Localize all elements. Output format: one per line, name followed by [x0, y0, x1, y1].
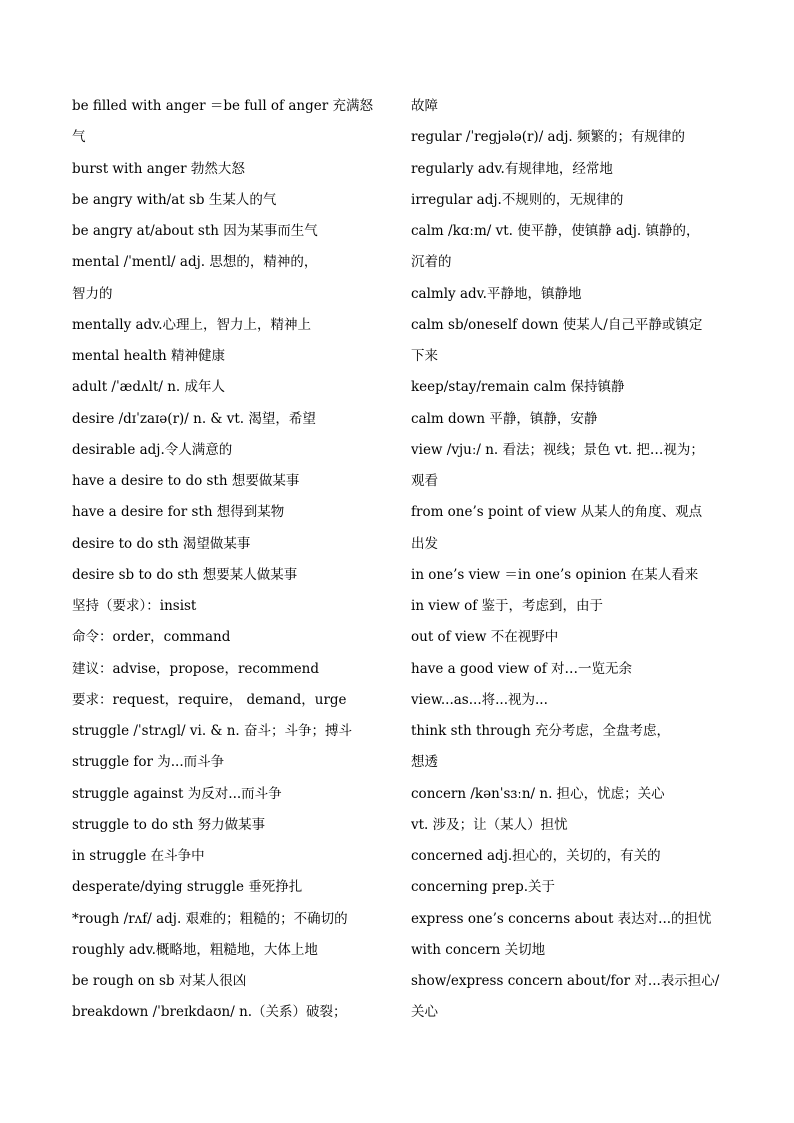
- vocab-line: express one’s concerns about 表达对...的担忧: [411, 910, 712, 927]
- vocab-line: 出发: [411, 535, 438, 552]
- vocab-line: calm /kɑːm/ vt. 使平静，使镇静 adj. 镇静的，: [411, 223, 700, 239]
- vocab-line: desirable adj.令人满意的: [72, 441, 233, 458]
- vocab-line: 建议：advise，propose，recommend: [72, 660, 320, 677]
- vocab-line: struggle to do sth 努力做某事: [72, 816, 266, 833]
- right-column: [411, 91, 741, 1029]
- vocab-line: mental health 精神健康: [72, 348, 226, 364]
- vocab-line: desire sb to do sth 想要某人做某事: [72, 566, 298, 583]
- vocab-line: 故障: [411, 98, 438, 114]
- vocab-line: struggle for 为...而斗争: [72, 754, 225, 771]
- vocab-line: 智力的: [72, 285, 113, 302]
- vocab-line: in view of 鉴于，考虑到，由于: [411, 598, 603, 614]
- vocab-line: burst with anger 勃然大怒: [72, 160, 245, 177]
- vocab-line: mental /ˈmentl/ adj. 思想的，精神的，: [72, 254, 318, 271]
- vocab-line: view...as...将...视为...: [411, 691, 548, 708]
- vocab-line: struggle /ˈstrʌgl/ vi. & n. 奋斗；斗争；搏斗: [72, 723, 352, 739]
- vocab-line: 关心: [411, 1004, 438, 1021]
- vocab-line: 命令：order，command: [72, 629, 231, 646]
- vocab-line: calm down 平静，镇静，安静: [411, 410, 598, 427]
- vocab-line: calm sb/oneself down 使某人/自己平静或镇定: [411, 316, 703, 333]
- vocab-line: have a desire to do sth 想要做某事: [72, 473, 300, 489]
- vocab-line: adult /ˈædʌlt/ n. 成年人: [72, 379, 225, 396]
- vocab-line: 沉着的: [411, 254, 452, 271]
- vocab-line: desperate/dying struggle 垂死挣扎: [72, 879, 303, 896]
- vocab-line: in one’s view ＝in one’s opinion 在某人看来: [411, 566, 699, 583]
- vocab-line: *rough /rʌf/ adj. 艰难的；粗糙的；不确切的: [72, 910, 348, 927]
- vocab-line: concern /kənˈsɜːn/ n. 担心，忧虑；关心: [411, 785, 665, 802]
- vocab-line: calmly adv.平静地，镇静地: [411, 285, 582, 302]
- vocab-line: keep/stay/remain calm 保持镇静: [411, 379, 625, 396]
- vocab-line: have a desire for sth 想得到某物: [72, 504, 285, 521]
- vocab-line: 观看: [411, 473, 438, 489]
- vocab-line: mentally adv.心理上，智力上，精神上: [72, 316, 312, 333]
- vocab-line: in struggle 在斗争中: [72, 848, 205, 864]
- vocab-line: 下来: [411, 348, 438, 364]
- vocab-line: with concern 关切地: [411, 941, 546, 958]
- vocab-line: be angry with/at sb 生某人的气: [72, 191, 277, 208]
- vocab-line: have a good view of 对…一览无余: [411, 660, 633, 677]
- vocab-line: view /vjuː/ n. 看法；视线；景色 vt. 把…视为；: [411, 441, 704, 458]
- vocab-line: 气: [72, 129, 86, 146]
- vocab-line: desire to do sth 渴望做某事: [72, 535, 251, 552]
- vocab-line: think sth through 充分考虑，全盘考虑，: [411, 723, 670, 739]
- vocab-line: desire /dɪˈzaɪə(r)/ n. & vt. 渴望，希望: [72, 410, 316, 427]
- vocab-line: concerned adj.担心的，关切的，有关的: [411, 848, 661, 864]
- vocab-line: concerning prep.关于: [411, 879, 556, 896]
- vocab-line: from one’s point of view 从某人的角度、观点: [411, 504, 703, 521]
- vocab-line: roughly adv.概略地，粗糙地，大体上地: [72, 941, 318, 958]
- vocab-line: vt. 涉及；让（某人）担忧: [411, 816, 568, 833]
- vocab-line: out of view 不在视野中: [411, 629, 559, 646]
- vocab-line: be angry at/about sth 因为某事而生气: [72, 223, 318, 239]
- vocab-line: be rough on sb 对某人很凶: [72, 973, 247, 989]
- vocab-line: regularly adv.有规律地，经常地: [411, 160, 613, 177]
- vocab-line: show/express concern about/for 对...表示担心/: [411, 973, 720, 989]
- vocab-line: be filled with anger ＝be full of anger 充满怒: [72, 98, 373, 114]
- vocab-line: 想透: [411, 754, 438, 771]
- vocab-line: regular /ˈregjələ(r)/ adj. 频繁的；有规律的: [411, 129, 686, 146]
- left-column: [72, 91, 394, 1029]
- vocab-line: struggle against 为反对...而斗争: [72, 785, 282, 802]
- vocab-line: 要求：request，require， demand，urge: [72, 691, 347, 708]
- vocab-line: breakdown /ˈbreɪkdaʊn/ n.（关系）破裂；: [72, 1004, 347, 1021]
- vocab-line: irregular adj.不规则的，无规律的: [411, 191, 624, 208]
- vocab-line: 坚持（要求）：insist: [72, 598, 197, 614]
